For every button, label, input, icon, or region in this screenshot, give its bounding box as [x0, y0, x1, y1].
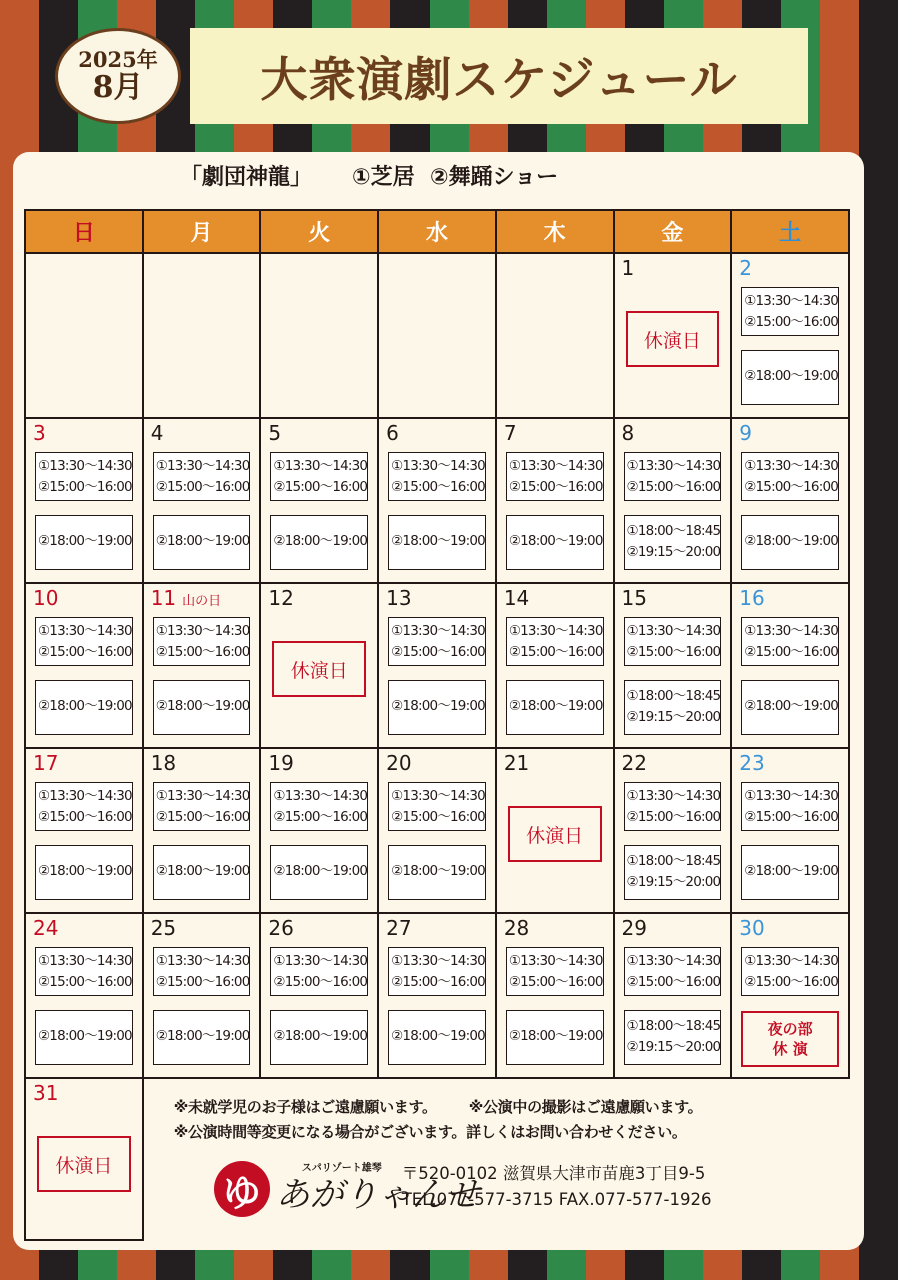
day-number-value: 27	[386, 916, 412, 940]
day-number	[622, 751, 647, 775]
time-line: ②18:00〜19:00	[391, 533, 485, 549]
evening-times	[388, 680, 486, 735]
evening-times	[388, 515, 486, 570]
day-cell	[143, 418, 261, 583]
time-line: ①18:00〜18:45	[626, 1018, 721, 1034]
weekday-sat: 土	[731, 210, 849, 253]
evening-times	[506, 680, 604, 735]
evening-times	[624, 680, 722, 735]
day-cell	[731, 748, 849, 913]
evening-times	[741, 680, 839, 735]
time-line: ②18:00〜19:00	[38, 1028, 132, 1044]
time-line: ①13:30〜14:30	[508, 458, 603, 474]
troupe-name: 「劇団神龍」	[180, 165, 313, 190]
time-line: ②18:00〜19:00	[38, 863, 132, 879]
week-row	[25, 748, 849, 913]
time-line: ①13:30〜14:30	[273, 953, 368, 969]
week-row	[25, 913, 849, 1078]
empty-cell	[496, 253, 614, 418]
evening-times	[624, 515, 722, 570]
day-number-value: 9	[739, 421, 752, 445]
matinee-times	[35, 452, 133, 501]
day-number-value: 18	[150, 751, 177, 775]
time-line: ①18:00〜18:45	[626, 523, 721, 539]
time-line: ①13:30〜14:30	[155, 623, 250, 639]
day-number	[386, 916, 411, 940]
day-number	[33, 421, 46, 445]
matinee-times	[388, 617, 486, 666]
time-line: ①13:30〜14:30	[273, 458, 368, 474]
time-line: ②15:00〜16:00	[508, 479, 603, 495]
evening-times	[35, 1010, 133, 1065]
time-line: ②18:00〜19:00	[155, 533, 250, 549]
year-label: 2025年	[78, 46, 158, 72]
time-line: ②18:00〜19:00	[155, 1028, 250, 1044]
day-cell	[731, 418, 849, 583]
time-line: ②18:00〜19:00	[38, 533, 132, 549]
notes-block	[144, 1079, 849, 1145]
day-number	[268, 421, 281, 445]
day-cell	[25, 583, 143, 748]
day-cell	[614, 418, 732, 583]
day-number-value: 20	[386, 751, 412, 775]
day-cell	[260, 748, 378, 913]
day-cell	[143, 913, 261, 1078]
evening-times	[506, 515, 604, 570]
day-number	[386, 751, 411, 775]
time-line: ②18:00〜19:00	[508, 1028, 603, 1044]
time-line: ②18:00〜19:00	[273, 863, 368, 879]
evening-times	[270, 845, 368, 900]
day-number	[151, 421, 164, 445]
day-number	[151, 751, 176, 775]
time-line: ②18:00〜19:00	[508, 698, 603, 714]
note-1: ※未就学児のお子様はご遠慮願います。	[173, 1098, 437, 1116]
matinee-times	[153, 782, 251, 831]
time-line: ①13:30〜14:30	[391, 788, 485, 804]
night-closed-line: 夜の部	[767, 1020, 813, 1038]
day-number-value: 28	[503, 916, 530, 940]
closed-label: 休演日	[272, 641, 366, 697]
empty-cell	[143, 253, 261, 418]
day-number-value: 7	[503, 421, 517, 445]
day-cell	[496, 583, 614, 748]
day-number	[33, 751, 58, 775]
time-line: ①13:30〜14:30	[626, 623, 721, 639]
part2-label: ②舞踊ショー	[429, 165, 559, 190]
time-line: ①13:30〜14:30	[38, 953, 132, 969]
time-line: ②19:15〜20:00	[626, 1039, 721, 1055]
time-line: ②18:00〜19:00	[391, 1028, 485, 1044]
evening-times	[741, 350, 839, 405]
evening-times	[35, 515, 133, 570]
time-line: ①18:00〜18:45	[626, 853, 721, 869]
matinee-times	[624, 617, 722, 666]
weekday-fri: 金	[614, 210, 732, 253]
time-line: ①13:30〜14:30	[273, 788, 368, 804]
time-line: ②15:00〜16:00	[38, 974, 132, 990]
day-number	[739, 586, 764, 610]
day-number-value: 26	[268, 916, 294, 940]
time-line: ①13:30〜14:30	[626, 458, 721, 474]
time-line: ①13:30〜14:30	[626, 953, 721, 969]
time-line: ②15:00〜16:00	[744, 809, 839, 825]
day-number	[739, 421, 752, 445]
note-3: ※公演時間等変更になる場合がございます。詳しくはお問い合わせください。	[173, 1123, 687, 1141]
closed-label: 休演日	[508, 806, 602, 862]
closed-label: 休演日	[626, 311, 720, 367]
time-line: ②19:15〜20:00	[626, 709, 721, 725]
day-number-value: 14	[503, 586, 530, 610]
matinee-times	[741, 617, 839, 666]
time-line: ②15:00〜16:00	[391, 809, 485, 825]
day-number	[622, 256, 635, 280]
time-line: ①13:30〜14:30	[391, 953, 485, 969]
day-number-value: 31	[33, 1081, 59, 1105]
matinee-times	[153, 617, 251, 666]
evening-times	[741, 515, 839, 570]
evening-times	[153, 515, 251, 570]
evening-times	[624, 1010, 722, 1065]
evening-times	[153, 680, 251, 735]
evening-times	[270, 1010, 368, 1065]
time-line: ①13:30〜14:30	[744, 788, 839, 804]
time-line: ①13:30〜14:30	[508, 953, 603, 969]
time-line: ①13:30〜14:30	[744, 293, 839, 309]
matinee-times	[741, 947, 839, 996]
day-number	[33, 916, 58, 940]
weekday-wed: 水	[378, 210, 496, 253]
time-line: ①13:30〜14:30	[38, 458, 132, 474]
day-number	[504, 751, 529, 775]
day-number	[268, 751, 293, 775]
day-number-value: 8	[621, 421, 635, 445]
stripe	[859, 0, 898, 1280]
venue-address: 〒520-0102 滋賀県大津市苗鹿3丁目9-5	[401, 1164, 706, 1183]
logo-small-text: スパリゾート雄琴	[301, 1163, 382, 1174]
evening-times	[388, 1010, 486, 1065]
time-line: ①13:30〜14:30	[744, 953, 839, 969]
day-number-value: 10	[33, 586, 59, 610]
day-number	[268, 586, 293, 610]
day-number-value: 25	[150, 916, 177, 940]
time-line: ①13:30〜14:30	[508, 623, 603, 639]
matinee-times	[153, 452, 251, 501]
time-line: ②19:15〜20:00	[626, 874, 721, 890]
day-cell	[731, 253, 849, 418]
matinee-times	[506, 617, 604, 666]
time-line: ①13:30〜14:30	[744, 623, 839, 639]
evening-times	[624, 845, 722, 900]
time-line: ②15:00〜16:00	[626, 644, 721, 660]
month-label: 8月	[92, 70, 144, 106]
day-cell	[496, 418, 614, 583]
day-number-value: 30	[739, 916, 765, 940]
logo-name: あがりゃんせ	[275, 1175, 480, 1215]
matinee-times	[741, 782, 839, 831]
day-number	[739, 256, 752, 280]
note-2: ※公演中の撮影はご遠慮願います。	[468, 1098, 703, 1116]
day-number	[268, 916, 293, 940]
matinee-times	[270, 782, 368, 831]
day-number-value: 22	[621, 751, 647, 775]
matinee-times	[506, 452, 604, 501]
day-number-value: 4	[150, 421, 164, 445]
matinee-times	[153, 947, 251, 996]
time-line: ②18:00〜19:00	[744, 533, 839, 549]
venue-phone: TEL.077-577-3715 FAX.077-577-1926	[401, 1190, 712, 1209]
matinee-times	[506, 947, 604, 996]
day-number-value: 23	[739, 751, 765, 775]
day-number	[504, 916, 529, 940]
time-line: ①18:00〜18:45	[626, 688, 721, 704]
time-line: ②19:15〜20:00	[626, 544, 721, 560]
time-line: ②15:00〜16:00	[38, 644, 132, 660]
time-line: ②18:00〜19:00	[391, 863, 485, 879]
logo-mark: ゆ	[214, 1161, 270, 1217]
evening-times	[741, 845, 839, 900]
time-line: ②15:00〜16:00	[744, 479, 839, 495]
time-line: ①13:30〜14:30	[38, 623, 132, 639]
matinee-times	[624, 452, 722, 501]
evening-times	[388, 845, 486, 900]
matinee-times	[270, 947, 368, 996]
day-number-value: 17	[33, 751, 59, 775]
time-line: ①13:30〜14:30	[391, 458, 485, 474]
page-title: 大衆演劇スケジュール	[260, 52, 738, 108]
day-number	[151, 916, 176, 940]
week-row	[25, 418, 849, 583]
day-number-value: 6	[386, 421, 399, 445]
day-number-value: 19	[268, 751, 294, 775]
day-cell	[260, 583, 378, 748]
day-number	[151, 586, 221, 610]
week-row	[25, 583, 849, 748]
day-cell	[731, 913, 849, 1078]
day-cell	[25, 418, 143, 583]
day-cell	[496, 913, 614, 1078]
day-number-value: 5	[268, 421, 282, 445]
day-number-value: 29	[621, 916, 647, 940]
empty-cell	[378, 253, 496, 418]
day-number	[622, 916, 647, 940]
day-number	[622, 421, 635, 445]
day-number	[622, 586, 647, 610]
time-line: ②15:00〜16:00	[273, 809, 368, 825]
time-line: ②18:00〜19:00	[508, 533, 603, 549]
day-cell	[496, 748, 614, 913]
matinee-times	[35, 782, 133, 831]
time-line: ②15:00〜16:00	[626, 974, 721, 990]
matinee-times	[388, 782, 486, 831]
day-number	[504, 421, 517, 445]
weekday-mon: 月	[143, 210, 261, 253]
weekday-header-row	[25, 210, 849, 253]
matinee-times	[388, 452, 486, 501]
month-badge	[55, 28, 181, 124]
troupe-heading	[180, 160, 558, 191]
time-line: ②15:00〜16:00	[155, 479, 250, 495]
time-line: ②15:00〜16:00	[744, 644, 839, 660]
day-number	[739, 751, 764, 775]
night-closed-label	[741, 1011, 839, 1067]
time-line: ②15:00〜16:00	[744, 974, 839, 990]
time-line: ②18:00〜19:00	[273, 533, 368, 549]
matinee-times	[35, 947, 133, 996]
time-line: ①13:30〜14:30	[155, 458, 250, 474]
evening-times	[35, 845, 133, 900]
day-number-value: 15	[621, 586, 647, 610]
day-number	[386, 586, 411, 610]
time-line: ②15:00〜16:00	[508, 974, 603, 990]
day-cell	[260, 418, 378, 583]
time-line: ②15:00〜16:00	[508, 644, 603, 660]
day-cell	[143, 583, 261, 748]
time-line: ②18:00〜19:00	[155, 698, 250, 714]
day-number	[33, 586, 58, 610]
day-cell	[731, 583, 849, 748]
matinee-times	[741, 287, 839, 336]
matinee-times	[741, 452, 839, 501]
evening-times	[270, 515, 368, 570]
day-number-value: 13	[386, 586, 412, 610]
day-cell	[378, 913, 496, 1078]
time-line: ①13:30〜14:30	[155, 953, 250, 969]
time-line: ②18:00〜19:00	[155, 863, 250, 879]
day-number-value: 24	[33, 916, 59, 940]
day-number	[504, 586, 529, 610]
empty-cell	[260, 253, 378, 418]
matinee-times	[35, 617, 133, 666]
holiday-label: 山の日	[182, 594, 222, 609]
time-line: ②15:00〜16:00	[155, 974, 250, 990]
time-line: ②18:00〜19:00	[273, 1028, 368, 1044]
evening-times	[506, 1010, 604, 1065]
time-line: ②15:00〜16:00	[155, 809, 250, 825]
time-line: ②15:00〜16:00	[273, 974, 368, 990]
day-cell	[25, 913, 143, 1078]
day-cell	[614, 748, 732, 913]
day-cell	[614, 253, 732, 418]
evening-times	[153, 845, 251, 900]
time-line: ②15:00〜16:00	[391, 479, 485, 495]
night-closed-line: 休 演	[772, 1040, 808, 1058]
day-cell	[378, 748, 496, 913]
day-number-value: 3	[33, 421, 46, 445]
time-line: ①13:30〜14:30	[155, 788, 250, 804]
week-row	[25, 253, 849, 418]
time-line: ②18:00〜19:00	[38, 698, 132, 714]
time-line: ②15:00〜16:00	[391, 974, 485, 990]
part1-label: ①芝居	[352, 165, 415, 190]
time-line: ②15:00〜16:00	[626, 809, 721, 825]
matinee-times	[624, 947, 722, 996]
time-line: ①13:30〜14:30	[744, 458, 839, 474]
evening-times	[153, 1010, 251, 1065]
day-cell	[614, 583, 732, 748]
time-line: ②18:00〜19:00	[744, 368, 839, 384]
day-cell	[614, 913, 732, 1078]
day-number-value: 16	[739, 586, 765, 610]
day-cell	[378, 583, 496, 748]
day-number-value: 12	[268, 586, 294, 610]
day-cell	[143, 748, 261, 913]
day-number-value: 2	[739, 256, 752, 280]
venue-contact	[402, 1161, 712, 1213]
day-number	[739, 916, 764, 940]
weekday-sun: 日	[25, 210, 143, 253]
notes-cell	[143, 1078, 849, 1240]
time-line: ②18:00〜19:00	[744, 698, 839, 714]
empty-cell	[25, 253, 143, 418]
matinee-times	[624, 782, 722, 831]
calendar-table	[24, 209, 850, 1241]
time-line: ②18:00〜19:00	[744, 863, 839, 879]
time-line: ②15:00〜16:00	[744, 314, 839, 330]
evening-times	[35, 680, 133, 735]
day-cell	[378, 418, 496, 583]
weekday-tue: 火	[260, 210, 378, 253]
time-line: ①13:30〜14:30	[391, 623, 485, 639]
day-number-value: 11	[150, 586, 177, 610]
time-line: ①13:30〜14:30	[38, 788, 132, 804]
day-number-value: 21	[503, 751, 530, 775]
time-line: ①13:30〜14:30	[626, 788, 721, 804]
day-cell	[25, 1078, 143, 1240]
day-number-value: 1	[621, 256, 635, 280]
matinee-times	[388, 947, 486, 996]
time-line: ②15:00〜16:00	[626, 479, 721, 495]
time-line: ②15:00〜16:00	[273, 479, 368, 495]
weekday-thu: 木	[496, 210, 614, 253]
title-banner	[190, 28, 808, 124]
day-cell	[25, 748, 143, 913]
time-line: ②15:00〜16:00	[38, 809, 132, 825]
time-line: ②15:00〜16:00	[391, 644, 485, 660]
closed-label: 休演日	[37, 1136, 131, 1192]
week-row	[25, 1078, 849, 1240]
day-number	[386, 421, 399, 445]
day-number	[33, 1081, 58, 1105]
time-line: ②15:00〜16:00	[155, 644, 250, 660]
time-line: ②18:00〜19:00	[391, 698, 485, 714]
day-cell	[260, 913, 378, 1078]
matinee-times	[270, 452, 368, 501]
time-line: ②15:00〜16:00	[38, 479, 132, 495]
